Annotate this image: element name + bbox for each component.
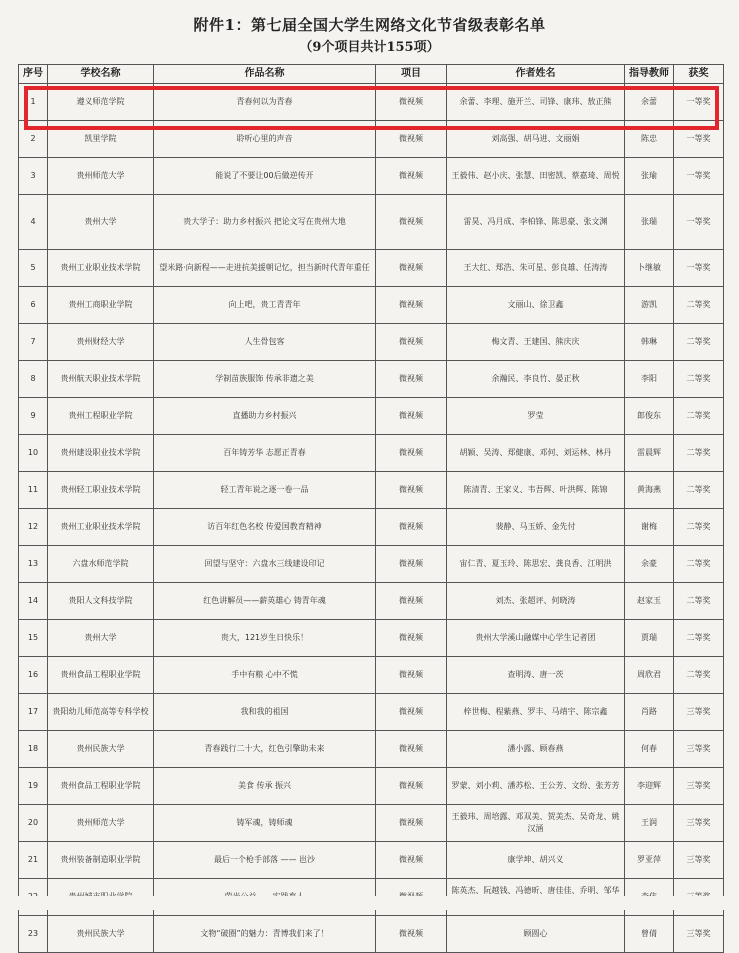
header-project: 项目: [376, 65, 447, 84]
header-work: 作品名称: [154, 65, 376, 84]
row-authors: 陈清青、王家义、韦吾辉、叶洪辉、陈锦: [447, 472, 625, 509]
row-teacher: 王润: [625, 805, 674, 842]
row-work: 回望与坚守：六盘水三线建设印记: [154, 546, 376, 583]
row-award: 二等奖: [674, 361, 724, 398]
table-row: [19, 620, 724, 657]
row-award: 一等奖: [674, 250, 724, 287]
row-award: 三等奖: [674, 731, 724, 768]
row-no: 14: [19, 583, 48, 620]
row-no: 19: [19, 768, 48, 805]
row-no: 18: [19, 731, 48, 768]
table-row: [19, 583, 724, 620]
row-authors: 王毅伟、赵小庆、张慧、田密凯、蔡嘉琦、周悦: [447, 158, 625, 195]
row-no: 12: [19, 509, 48, 546]
table-row: [19, 768, 724, 805]
row-school: 贵州师范大学: [48, 158, 154, 195]
row-award: 二等奖: [674, 546, 724, 583]
row-award: 二等奖: [674, 398, 724, 435]
table-row: [19, 916, 724, 953]
table-row: [19, 805, 724, 842]
row-project: 微视频: [376, 731, 447, 768]
row-award: 一等奖: [674, 195, 724, 250]
document-subtitle: （9个项目共计155项）: [299, 40, 440, 55]
row-authors: 雷昊、冯月成、李柏锋、陈思豪、张文渊: [447, 195, 625, 250]
table-row: [19, 435, 724, 472]
row-school: 贵州大学: [48, 620, 154, 657]
row-project: 微视频: [376, 509, 447, 546]
row-teacher: 肖路: [625, 694, 674, 731]
row-award: 一等奖: [674, 121, 724, 158]
table-row: [19, 158, 724, 195]
page-bottom-mask: [0, 896, 739, 910]
row-work: 向上吧，贵工青青年: [154, 287, 376, 324]
row-school: 贵州食品工程职业学院: [48, 768, 154, 805]
row-work: 红色讲解员——薪英雄心 铸青年魂: [154, 583, 376, 620]
row-award: 三等奖: [674, 694, 724, 731]
row-project: 微视频: [376, 398, 447, 435]
row-no: 7: [19, 324, 48, 361]
row-authors: 康学坤、胡兴义: [447, 842, 625, 879]
highlight-box: [24, 86, 719, 130]
table-header-row: [19, 65, 724, 84]
row-school: 凯里学院: [48, 121, 154, 158]
row-no: 5: [19, 250, 48, 287]
row-authors: 文丽山、徐卫鑫: [447, 287, 625, 324]
row-award: 二等奖: [674, 472, 724, 509]
table-row: [19, 842, 724, 879]
row-school: 贵州食品工程职业学院: [48, 657, 154, 694]
row-teacher: 张瑞: [625, 195, 674, 250]
row-no: 20: [19, 805, 48, 842]
row-award: 二等奖: [674, 620, 724, 657]
row-award: 一等奖: [674, 158, 724, 195]
row-award: 一等奖: [674, 84, 724, 121]
row-award: 三等奖: [674, 805, 724, 842]
row-award: 二等奖: [674, 324, 724, 361]
row-teacher: 赵家玉: [625, 583, 674, 620]
row-teacher: 卜继敏: [625, 250, 674, 287]
table-row: [19, 250, 724, 287]
row-project: 微视频: [376, 287, 447, 324]
award-table: [18, 64, 724, 953]
row-school: 贵州轻工职业技术学院: [48, 472, 154, 509]
row-school: 六盘水师范学院: [48, 546, 154, 583]
row-award: 二等奖: [674, 583, 724, 620]
row-authors: 宙仁青、夏玉玲、陈思宏、龚良香、江明洪: [447, 546, 625, 583]
row-work: 铸军魂，铸师魂: [154, 805, 376, 842]
table-row: [19, 472, 724, 509]
row-project: 微视频: [376, 805, 447, 842]
header-teacher: 指导教师: [625, 65, 674, 84]
row-authors: 贵州大学溪山融媒中心学生记者团: [447, 620, 625, 657]
row-authors: 梅文青、王建国、熊庆庆: [447, 324, 625, 361]
row-project: 微视频: [376, 620, 447, 657]
row-authors: 梓世梅、程紫燕、罗丰、马靖宇、陈宗鑫: [447, 694, 625, 731]
row-teacher: 游凯: [625, 287, 674, 324]
row-school: 贵阳幼儿师范高等专科学校: [48, 694, 154, 731]
row-teacher: 黄海燕: [625, 472, 674, 509]
row-project: 微视频: [376, 583, 447, 620]
row-teacher: 贾瑞: [625, 620, 674, 657]
row-school: 贵州民族大学: [48, 731, 154, 768]
row-work: 能说了不要让00后做逆传开: [154, 158, 376, 195]
row-teacher: 余豪: [625, 546, 674, 583]
row-work: 访百年红色名校 传爱国教育精神: [154, 509, 376, 546]
row-school: 贵州工程职业学院: [48, 398, 154, 435]
row-work: 轻工青年说之逐一卷一品: [154, 472, 376, 509]
row-authors: 刘高强、胡马进、文丽娟: [447, 121, 625, 158]
header-authors: 作者姓名: [447, 65, 625, 84]
row-school: 贵州工业职业技术学院: [48, 250, 154, 287]
row-school: 遵义师范学院: [48, 84, 154, 121]
table-row: [19, 324, 724, 361]
row-project: 微视频: [376, 842, 447, 879]
row-teacher: 周欣君: [625, 657, 674, 694]
row-no: 6: [19, 287, 48, 324]
row-project: 微视频: [376, 250, 447, 287]
row-project: 微视频: [376, 158, 447, 195]
row-no: 15: [19, 620, 48, 657]
row-no: 9: [19, 398, 48, 435]
row-school: 贵州工商职业学院: [48, 287, 154, 324]
row-no: 17: [19, 694, 48, 731]
row-project: 微视频: [376, 195, 447, 250]
row-authors: 陈英杰、阮越钱、冯德昕、唐佳佳、乔明、邹华: [447, 879, 625, 916]
table-row: [19, 287, 724, 324]
row-work: 青春何以为青春: [154, 84, 376, 121]
row-award: 二等奖: [674, 435, 724, 472]
row-school: 贵州工业职业技术学院: [48, 509, 154, 546]
row-school: 贵阳人文科技学院: [48, 583, 154, 620]
row-teacher: 李阳: [625, 361, 674, 398]
row-school: 贵州财经大学: [48, 324, 154, 361]
row-teacher: 罗亚萍: [625, 842, 674, 879]
header-no: 序号: [19, 65, 48, 84]
table-row: [19, 731, 724, 768]
row-work: 手中有粮 心中不慌: [154, 657, 376, 694]
row-authors: 刘杰、张超评、何晓涛: [447, 583, 625, 620]
row-school: 贵州民族大学: [48, 916, 154, 953]
row-project: 微视频: [376, 472, 447, 509]
header-award: 获奖: [674, 65, 724, 84]
row-project: 微视频: [376, 121, 447, 158]
row-project: 微视频: [376, 435, 447, 472]
row-project: 微视频: [376, 768, 447, 805]
row-teacher: 张瑜: [625, 158, 674, 195]
row-project: 微视频: [376, 657, 447, 694]
row-award: 三等奖: [674, 916, 724, 953]
row-award: 二等奖: [674, 657, 724, 694]
row-authors: 罗莹: [447, 398, 625, 435]
row-project: 微视频: [376, 361, 447, 398]
row-teacher: 何春: [625, 731, 674, 768]
row-authors: 潘小露、顾春燕: [447, 731, 625, 768]
table-row: [19, 546, 724, 583]
table-row: [19, 361, 724, 398]
row-teacher: 陈忠: [625, 121, 674, 158]
row-authors: 胡颖、吴涛、郑健康、邓何、刘运林、林丹: [447, 435, 625, 472]
table-row: [19, 509, 724, 546]
row-work: 贵大学子：助力乡村振兴 把论文写在贵州大地: [154, 195, 376, 250]
table-row: [19, 694, 724, 731]
row-school: 贵州建设职业技术学院: [48, 435, 154, 472]
row-project: 微视频: [376, 694, 447, 731]
row-work: 我和我的祖国: [154, 694, 376, 731]
row-project: 微视频: [376, 84, 447, 121]
row-award: 三等奖: [674, 842, 724, 879]
row-no: 23: [19, 916, 48, 953]
row-no: 16: [19, 657, 48, 694]
row-project: 微视频: [376, 324, 447, 361]
row-teacher: 曾倩: [625, 916, 674, 953]
row-authors: 余瀚民、李良竹、晏正秋: [447, 361, 625, 398]
row-authors: 顾圆心: [447, 916, 625, 953]
row-teacher: 李迎辉: [625, 768, 674, 805]
row-authors: 王毅玮、周培露、邓双美、贺美杰、吴奇龙、姚汉涵: [447, 805, 625, 842]
row-award: 二等奖: [674, 509, 724, 546]
row-work: 文物“破圈”的魅力：青博我们来了！: [154, 916, 376, 953]
row-no: 2: [19, 121, 48, 158]
row-no: 4: [19, 195, 48, 250]
row-school: 贵州师范大学: [48, 805, 154, 842]
table-row: [19, 398, 724, 435]
row-project: 微视频: [376, 546, 447, 583]
row-teacher: 雷晨辉: [625, 435, 674, 472]
row-award: 二等奖: [674, 287, 724, 324]
table-row: [19, 657, 724, 694]
header-school: 学校名称: [48, 65, 154, 84]
row-work: 青春践行二十大，红色引擎助未来: [154, 731, 376, 768]
row-school: 贵州航天职业技术学院: [48, 361, 154, 398]
row-school: 贵州大学: [48, 195, 154, 250]
row-no: 8: [19, 361, 48, 398]
row-project: 微视频: [376, 916, 447, 953]
document-title: 附件1：第七届全国大学生网络文化节省级表彰名单: [193, 16, 546, 34]
row-work: 学制苗族服饰 传承非遗之美: [154, 361, 376, 398]
row-no: 11: [19, 472, 48, 509]
row-no: 10: [19, 435, 48, 472]
row-award: 三等奖: [674, 768, 724, 805]
row-authors: 查明涛、唐一茨: [447, 657, 625, 694]
row-work: 最后一个枪手部落 —— 岜沙: [154, 842, 376, 879]
row-no: 13: [19, 546, 48, 583]
row-authors: 罗蒙、刘小莉、潘苏松、王公芳、文纷、张芳芳: [447, 768, 625, 805]
row-no: 3: [19, 158, 48, 195]
row-no: 1: [19, 84, 48, 121]
row-work: 聆听心里的声音: [154, 121, 376, 158]
row-work: 人生骨包客: [154, 324, 376, 361]
row-work: 百年铸芳华 志愿正青春: [154, 435, 376, 472]
table-row: [19, 195, 724, 250]
row-work: 直播助力乡村振兴: [154, 398, 376, 435]
row-teacher: 谢梅: [625, 509, 674, 546]
row-work: 望米路·向新程——走进抗美援朝记忆，担当新时代青年重任: [154, 250, 376, 287]
row-teacher: 郎俊东: [625, 398, 674, 435]
row-school: 贵州装备制造职业学院: [48, 842, 154, 879]
row-teacher: 韩琳: [625, 324, 674, 361]
row-no: 21: [19, 842, 48, 879]
row-teacher: 余蕾: [625, 84, 674, 121]
row-authors: 裴静、马玉娇、金先付: [447, 509, 625, 546]
row-work: 贵大，121岁生日快乐！: [154, 620, 376, 657]
row-authors: 王大红、郑浩、朱可星、彭良雄、任涛涛: [447, 250, 625, 287]
row-work: 美食 传承 振兴: [154, 768, 376, 805]
row-authors: 余蕾、李理、施开兰、司锋、康玮、敖正熊: [447, 84, 625, 121]
